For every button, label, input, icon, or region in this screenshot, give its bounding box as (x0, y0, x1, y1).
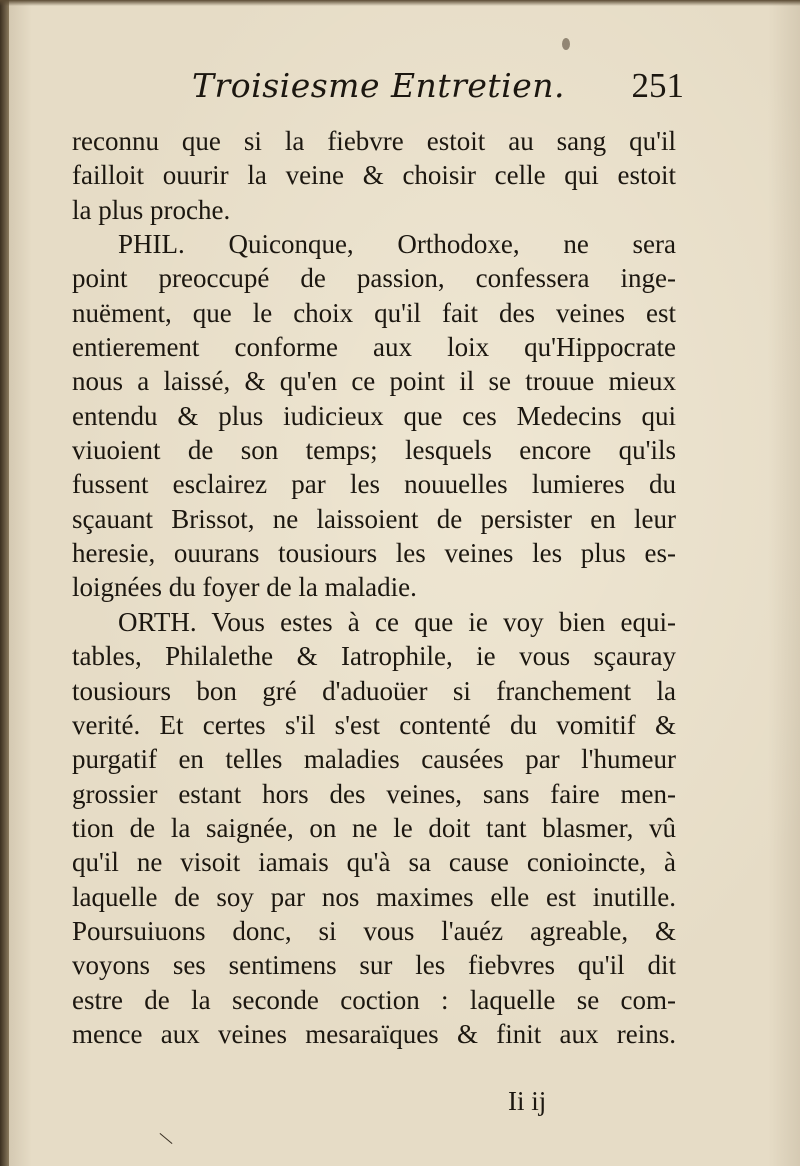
text-line: entendu & plus iudicieux que ces Medecins qui (72, 400, 676, 431)
text-line: heresie, ouurans tousiours les veines les plus es- (72, 538, 676, 569)
text-line: sçauant Brissot, ne laissoient de persister en leur (72, 503, 676, 534)
ink-blot (562, 38, 570, 50)
text-line: fussent esclairez par les nouuelles lumieres du (72, 469, 676, 500)
text-line: grossier estant hors des veines, sans faire men- (72, 778, 676, 809)
text-line: Poursuiuons donc, si vous l'auéz agreable, & (72, 915, 676, 946)
text-line: reconnu que si la fiebvre estoit au sang qu'il (72, 126, 676, 156)
signature-mark: Ii ij (508, 1086, 547, 1116)
text-line: qu'il ne visoit iamais qu'à sa cause conioincte, à (72, 847, 676, 878)
text-line: verité. Et certes s'il s'est contenté du vomitif & (72, 709, 676, 740)
text-line: laquelle de soy par nos maximes elle est inutille. (72, 881, 676, 912)
text-line: nous a laissé, & qu'en ce point il se trouue mieux (72, 366, 676, 397)
text-line-orth-speaker: ORTH. Vous estes à ce que ie voy bien equi- (118, 606, 676, 637)
text-line: entierement conforme aux loix qu'Hippocrate (72, 332, 676, 363)
page-number: 251 (631, 66, 684, 105)
text-line: estre de la seconde coction : laquelle se com- (72, 984, 676, 1015)
page-top-edge (0, 0, 800, 6)
page-binding-edge (0, 0, 9, 1166)
text-line: point preoccupé de passion, confessera inge- (72, 263, 676, 294)
text-line: failloit ouurir la veine & choisir celle qui estoit (72, 160, 676, 191)
text-line: nuëment, que le choix qu'il fait des veines est (72, 297, 676, 328)
text-line: la plus proche. (72, 194, 231, 225)
text-line-phil-speaker: PHIL. Quiconque, Orthodoxe, ne sera (118, 229, 676, 260)
text-line: viuoient de son temps; lesquels encore qu'ils (72, 435, 676, 466)
text-line: tion de la saignée, on ne le doit tant blasmer, vû (72, 812, 676, 843)
text-line: voyons ses sentimens sur les fiebvres qu'il dit (72, 950, 676, 981)
page-header (180, 66, 700, 116)
text-line: purgatif en telles maladies causées par l'humeur (72, 744, 676, 775)
body-text (72, 124, 676, 1051)
stray-pen-mark (160, 1133, 173, 1144)
text-line: tousiours bon gré d'aduoüer si franchement la (72, 675, 676, 706)
text-line: loignées du foyer de la maladie. (72, 572, 417, 603)
text-line: mence aux veines mesaraïques & finit aux reins. (72, 1018, 676, 1049)
text-line: tables, Philalethe & Iatrophile, ie vous sçauray (72, 641, 676, 672)
running-title: Troisiesme Entretien. (192, 66, 565, 105)
